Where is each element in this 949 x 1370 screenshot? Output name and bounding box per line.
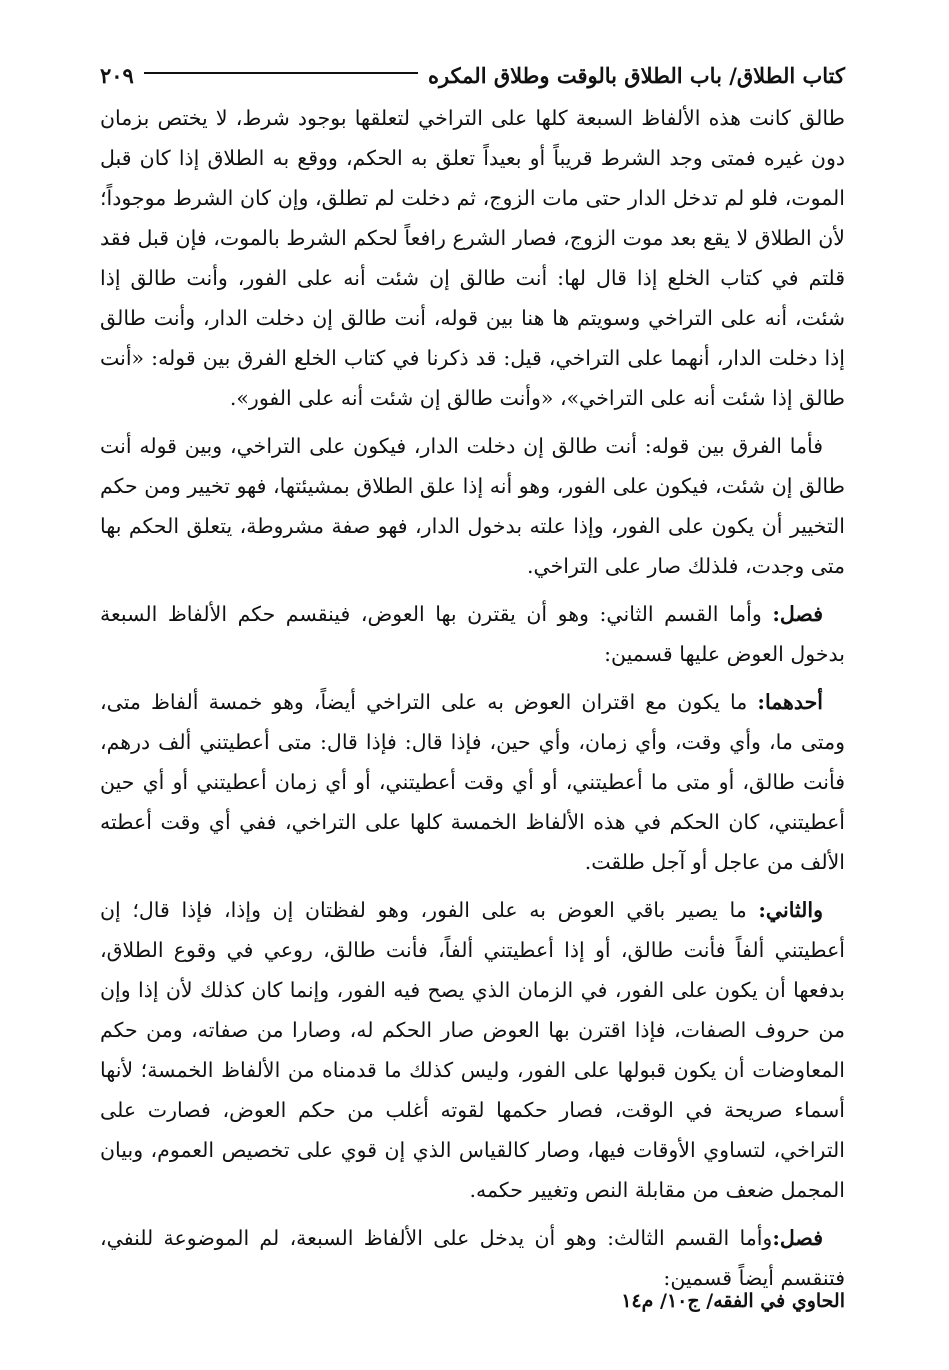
paragraph-2 — [100, 426, 845, 586]
paragraph-3 — [100, 594, 845, 674]
section-heading-fasl-2: فصل: — [772, 1226, 823, 1250]
paragraph-5-text: ما يصير باقي العوض به على الفور، وهو لفظتان إن وإذا، فإذا قال؛ إن أعطيتني ألفاً فأنت طالق، أو إذا أعطيتني ألفاً، فأنت طالق، روعي في وقوع الطلاق، بدفعها أن يكون على الفور، في الزمان الذي يصح فيه الفور، وإنما كان كذلك لأن إذا وإن من حروف الصفات، فإذا اقترن بها العوض صار الحكم له، وصارا من صفاته، ومن حكم المعاوضات أن يكون قبولها على الفور، وليس كذلك ما قدمناه من الألفاظ الخمسة؛ لأنها أسماء صريحة في الوقت، فصار حكمها لقوته أغلب من حكم العوض، فصارت على التراخي، لتساوي الأوقات فيها، وصار كالقياس الذي إن قوي على تخصيص العموم، وبيان المجمل ضعف من مقابلة النص وتغيير حكمه. — [100, 898, 845, 1202]
paragraph-6 — [100, 1218, 845, 1298]
header-title: كتاب الطلاق/ باب الطلاق بالوقت وطلاق المكره — [427, 62, 845, 88]
paragraph-3-text: وأما القسم الثاني: وهو أن يقترن بها العوض، فينقسم حكم الألفاظ السبعة بدخول العوض عليها قسمين: — [100, 602, 845, 666]
page-body — [100, 98, 845, 1306]
running-header — [100, 58, 845, 92]
paragraph-1 — [100, 98, 845, 418]
page-number: ٢٠٩ — [100, 62, 134, 88]
section-heading-fasl: فصل: — [772, 602, 823, 626]
paragraph-6-text: وأما القسم الثالث: وهو أن يدخل على الألفاظ السبعة، لم الموضوعة للنفي، فتنقسم أيضاً قسمين: — [100, 1226, 845, 1290]
header-rule — [144, 72, 418, 74]
paragraph-1-text: طالق كانت هذه الألفاظ السبعة كلها على التراخي لتعلقها بوجود شرط، لا يختص بزمان دون غيره فمتى وجد الشرط قريباً أو بعيداً تعلق به الحكم، ووقع به الطلاق إذا كان قبل الموت، فلو لم تدخل الدار حتى مات الزوج، ثم دخلت لم تطلق، وإن كان الشرط موجوداً؛ لأن الطلاق لا يقع بعد موت الزوج، فصار الشرع رافعاً لحكم الشرط بالموت، فإن قبل فقد قلتم في كتاب الخلع إذا قال لها: أنت طالق إن شئت أنه على الفور، وأنت طالق إذا شئت، أنه على التراخي وسويتم ها هنا بين قوله، أنت طالق إن دخلت الدار، وأنت طالق إذا دخلت الدار، أنهما على التراخي، قيل: قد ذكرنا في كتاب الخلع الفرق بين قوله: «أنت طالق إذا شئت أنه على التراخي»، «وأنت طالق إن شئت أنه على الفور». — [100, 106, 845, 410]
footer-signature: الحاوي في الفقه/ ج١٠/ م١٤ — [621, 1290, 845, 1312]
term-second: والثاني: — [758, 898, 823, 922]
paragraph-2-text: فأما الفرق بين قوله: أنت طالق إن دخلت الدار، فيكون على التراخي، وبين قوله أنت طالق إن شئت، فيكون على الفور، وهو أنه إذا علق الطلاق بمشيئتها، فهو تخيير ومن حكم التخيير أن يكون على الفور، وإذا علته بدخول الدار، فهو صفة مشروطة، يتعلق الحكم بها متى وجدت، فلذلك صار على التراخي. — [100, 434, 845, 578]
term-first: أحدهما: — [757, 690, 823, 714]
paragraph-4 — [100, 682, 845, 882]
paragraph-5 — [100, 890, 845, 1210]
paragraph-4-text: ما يكون مع اقتران العوض به على التراخي أيضاً، وهو خمسة ألفاظ متى، ومتى ما، وأي وقت، وأي زمان، وأي حين، فإذا قال: فإذا قال: متى أعطيتني ألف درهم، فأنت طالق، أو متى ما أعطيتني، أو أي وقت أعطيتني، أو أي زمان أعطيتني أو أي حين أعطيتني، كان الحكم في هذه الألفاظ الخمسة كلها على التراخي، ففي أي وقت أعطته الألف من عاجل أو آجل طلقت. — [100, 690, 845, 874]
